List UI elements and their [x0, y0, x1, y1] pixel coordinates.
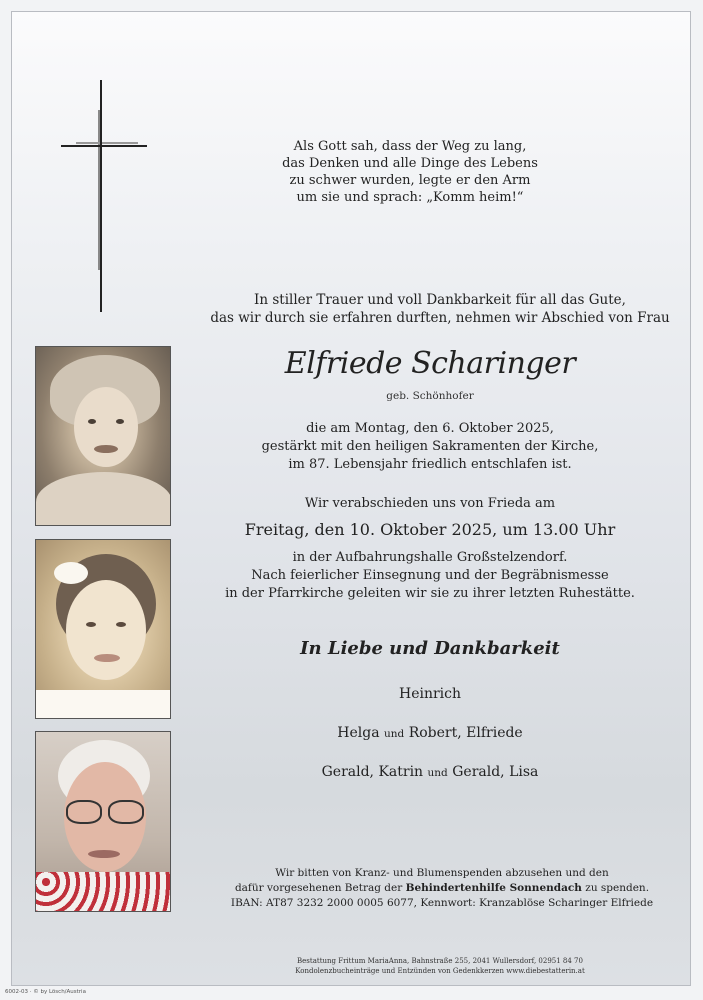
- family-and: und: [427, 767, 448, 779]
- footer-line: Bestattung Frittum MariaAnna, Bahnstraße 255, 2041 Wullersdorf, 02951 84 70: [297, 957, 583, 965]
- donation-text: dafür vorgesehenen Betrag der: [234, 882, 403, 894]
- donation-iban: IBAN: AT87 3232 2000 0005 6077, Kennwort: Kranzablöse Scharinger Elfriede: [230, 897, 654, 909]
- death-notice: [225, 420, 635, 474]
- love-heading: In Liebe und Dankbarkeit: [300, 638, 560, 659]
- footer-line: Kondolenzbucheinträge und Entzünden von Gedenkkerzen www.diebestatterin.at: [295, 967, 585, 975]
- print-code: 6002-03 · © by Lösch/Austria: [5, 989, 86, 995]
- death-line: gestärkt mit den heiligen Sakramenten der Kirche,: [261, 439, 599, 454]
- donation-note: [222, 866, 662, 911]
- funeral-datetime: Freitag, den 10. Oktober 2025, um 13.00 Uhr: [244, 520, 616, 539]
- ceremony-line: in der Aufbahrungshalle Großstelzendorf.: [292, 550, 568, 565]
- family-list: [250, 686, 610, 803]
- poem: [240, 138, 580, 206]
- donation-line: Wir bitten von Kranz- und Blumenspenden abzusehen und den: [275, 867, 609, 879]
- photo-elderly-woman: [35, 731, 171, 912]
- family-row: [250, 725, 610, 764]
- family-name: Gerald, Lisa: [452, 764, 539, 780]
- family-name: Heinrich: [398, 686, 461, 702]
- family-name: Robert, Elfriede: [408, 725, 523, 741]
- family-row: [250, 686, 610, 725]
- photo-young-woman: [35, 539, 171, 719]
- deceased-name: Elfriede Scharinger: [284, 346, 576, 381]
- farewell-text: Wir verabschieden uns von Frieda am: [304, 496, 556, 511]
- ceremony-text: [210, 549, 650, 603]
- family-name: Helga: [337, 725, 380, 741]
- family-name: Gerald, Katrin: [321, 764, 424, 780]
- intro-line: In stiller Trauer und voll Dankbarkeit für all das Gute,: [254, 292, 626, 308]
- maiden-name: geb. Schönhofer: [386, 390, 474, 402]
- poem-line: um sie und sprach: „Komm heim!“: [296, 190, 524, 205]
- donation-line: [222, 881, 662, 896]
- charity-name: Behindertenhilfe Sonnendach: [405, 882, 582, 894]
- death-line: die am Montag, den 6. Oktober 2025,: [306, 421, 554, 436]
- death-line: im 87. Lebensjahr friedlich entschlafen ist.: [288, 457, 572, 472]
- poem-line: Als Gott sah, dass der Weg zu lang,: [293, 139, 527, 154]
- poem-line: zu schwer wurden, legte er den Arm: [289, 173, 531, 188]
- poem-line: das Denken und alle Dinge des Lebens: [282, 156, 538, 171]
- family-and: und: [384, 728, 405, 740]
- intro-line: das wir durch sie erfahren durften, nehmen wir Abschied von Frau: [210, 310, 670, 326]
- intro-text: [200, 291, 680, 327]
- donation-text: zu spenden.: [585, 882, 650, 894]
- ceremony-line: Nach feierlicher Einsegnung und der Begräbnismesse: [251, 568, 609, 583]
- undertaker-footer: [230, 956, 650, 976]
- family-row: [250, 764, 610, 803]
- photo-childhood: [35, 346, 171, 526]
- ceremony-line: in der Pfarrkirche geleiten wir sie zu ihrer letzten Ruhestätte.: [225, 586, 635, 601]
